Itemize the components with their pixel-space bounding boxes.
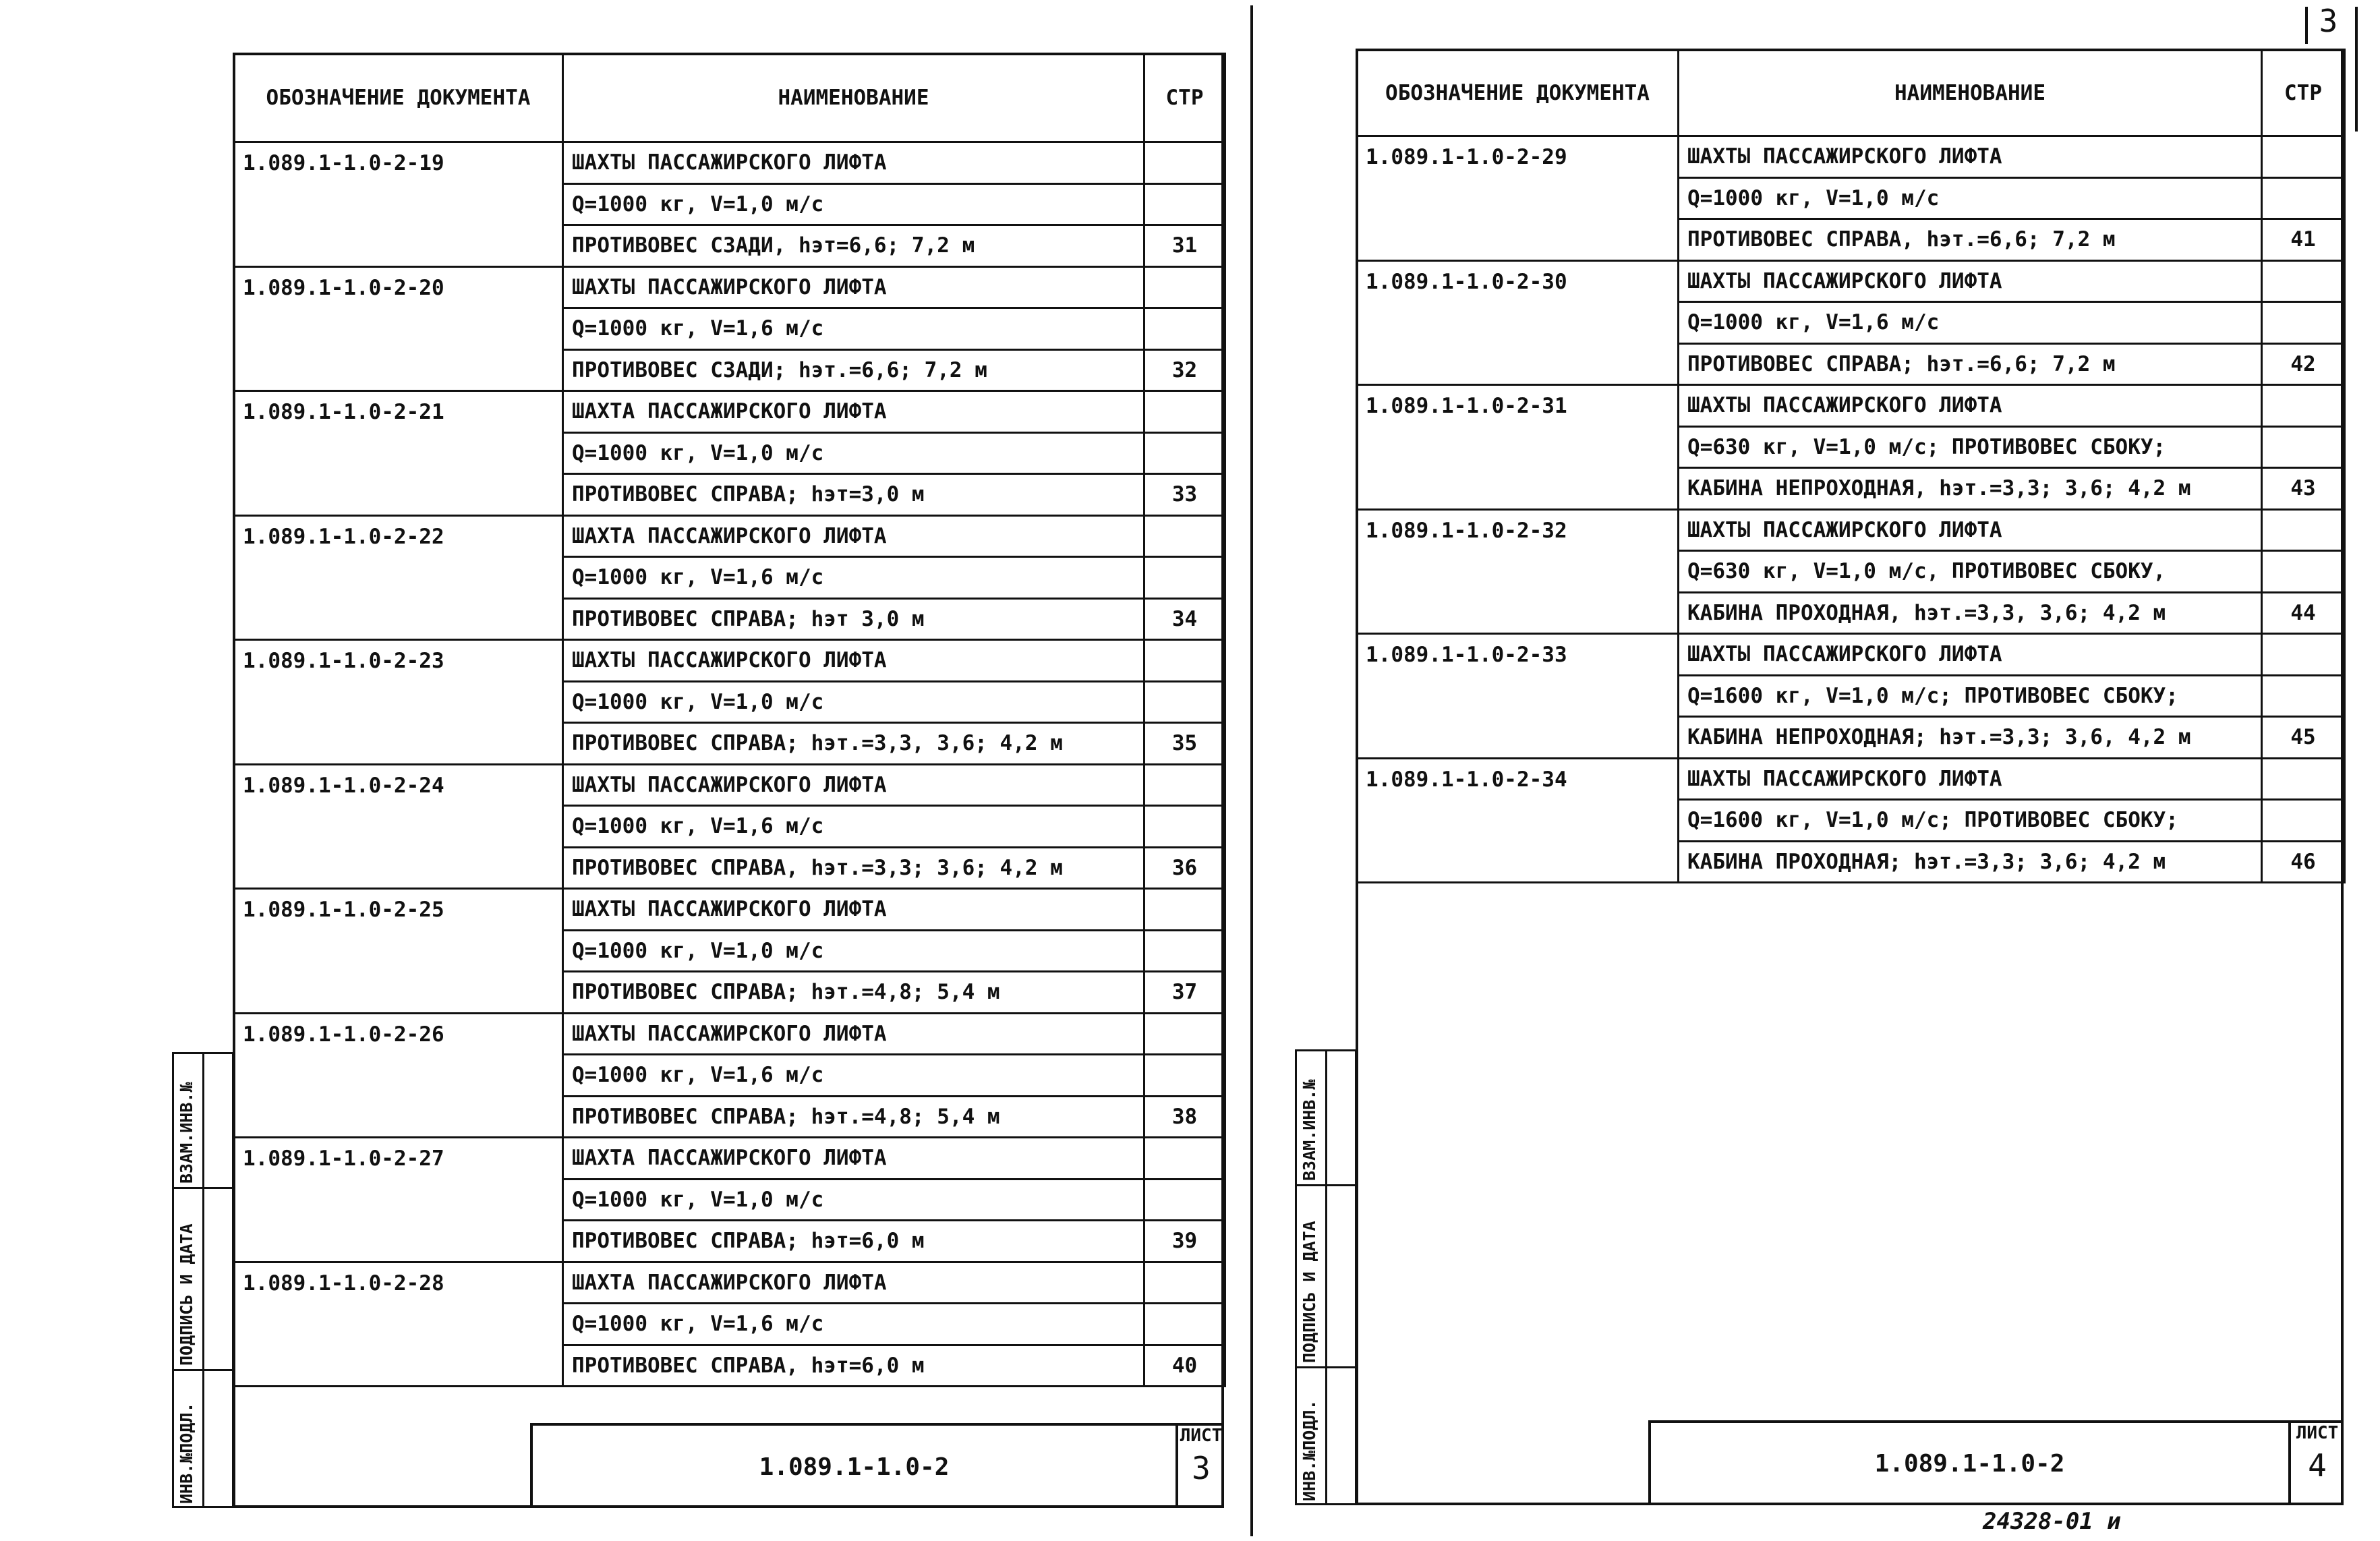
bottom-archive-note: 24328-01 и bbox=[1983, 1508, 2121, 1535]
page-number-empty bbox=[2262, 177, 2345, 219]
document-code-empty bbox=[234, 1345, 563, 1387]
document-name-line: Q=1000 кг, V=1,6 м/с bbox=[563, 806, 1144, 848]
document-code-empty bbox=[234, 349, 563, 391]
left-vzam-inv-label: ВЗАМ.ИНВ.№ bbox=[177, 1082, 196, 1184]
document-code: 1.089.1-1.0-2-29 bbox=[1357, 136, 1679, 178]
document-code: 1.089.1-1.0-2-22 bbox=[234, 515, 563, 557]
document-code: 1.089.1-1.0-2-31 bbox=[1357, 385, 1679, 427]
left-side-col-divider bbox=[202, 1052, 204, 1508]
document-code: 1.089.1-1.0-2-30 bbox=[1357, 260, 1679, 302]
document-code-empty bbox=[1357, 592, 1679, 634]
document-code-empty bbox=[234, 308, 563, 350]
corner-mark-left bbox=[2305, 7, 2308, 44]
table-row bbox=[1357, 509, 2345, 551]
right-side-row-divider-2 bbox=[1295, 1366, 1357, 1368]
document-name-line: ШАХТА ПАССАЖИРСКОГО ЛИФТА bbox=[563, 391, 1144, 433]
table-row bbox=[234, 847, 1225, 889]
page-number-empty bbox=[1144, 681, 1225, 723]
document-code-empty bbox=[234, 225, 563, 267]
table-row bbox=[234, 681, 1225, 723]
document-name-line: Q=1600 кг, V=1,0 м/с; ПРОТИВОВЕС СБОКУ; bbox=[1679, 675, 2262, 717]
table-row bbox=[1357, 302, 2345, 344]
document-name-line: ШАХТЫ ПАССАЖИРСКОГО ЛИФТА bbox=[563, 764, 1144, 806]
table-row bbox=[234, 598, 1225, 640]
document-code-empty bbox=[1357, 343, 1679, 385]
document-code-empty bbox=[234, 1179, 563, 1221]
document-code-empty bbox=[234, 847, 563, 889]
right-sign-date-label: ПОДПИСЬ И ДАТА bbox=[1300, 1221, 1319, 1363]
document-name-line: Q=1000 кг, V=1,6 м/с bbox=[563, 1055, 1144, 1097]
page-number-empty bbox=[2262, 260, 2345, 302]
table-row bbox=[1357, 343, 2345, 385]
left-contents-table bbox=[233, 53, 1226, 1387]
document-name-line: Q=1600 кг, V=1,0 м/с; ПРОТИВОВЕС СБОКУ; bbox=[1679, 800, 2262, 842]
header-name: НАИМЕНОВАНИЕ bbox=[1679, 50, 2262, 136]
table-row bbox=[234, 889, 1225, 931]
table-row bbox=[1357, 592, 2345, 634]
right-vzam-inv-label: ВЗАМ.ИНВ.№ bbox=[1300, 1079, 1319, 1181]
page-number-empty bbox=[1144, 308, 1225, 350]
document-code-empty bbox=[234, 972, 563, 1014]
table-row bbox=[1357, 717, 2345, 759]
document-code: 1.089.1-1.0-2-20 bbox=[234, 266, 563, 308]
document-name-line: ПРОТИВОВЕС СПРАВА; hэт.=3,3, 3,6; 4,2 м bbox=[563, 723, 1144, 765]
table-row bbox=[1357, 551, 2345, 593]
document-code: 1.089.1-1.0-2-26 bbox=[234, 1013, 563, 1055]
table-row bbox=[1357, 634, 2345, 676]
corner-mark-right bbox=[2355, 7, 2358, 132]
document-name-line: ПРОТИВОВЕС СПРАВА, hэт.=3,3; 3,6; 4,2 м bbox=[563, 847, 1144, 889]
right-sheet-label: ЛИСТ bbox=[2296, 1423, 2339, 1443]
document-code-empty bbox=[1357, 841, 1679, 883]
document-name-line: Q=1000 кг, V=1,6 м/с bbox=[563, 308, 1144, 350]
header-designation: ОБОЗНАЧЕНИЕ ДОКУМЕНТА bbox=[234, 54, 563, 142]
table-row bbox=[234, 1055, 1225, 1097]
header-page: СТР bbox=[2262, 50, 2345, 136]
table-row bbox=[234, 266, 1225, 308]
document-code: 1.089.1-1.0-2-23 bbox=[234, 640, 563, 682]
page-number: 31 bbox=[1144, 225, 1225, 267]
document-code-empty bbox=[234, 557, 563, 599]
page-number-empty bbox=[1144, 515, 1225, 557]
table-row bbox=[234, 1262, 1225, 1304]
document-name-line: Q=630 кг, V=1,0 м/с, ПРОТИВОВЕС СБОКУ, bbox=[1679, 551, 2262, 593]
document-name-line: ШАХТА ПАССАЖИРСКОГО ЛИФТА bbox=[563, 1138, 1144, 1180]
table-row bbox=[1357, 136, 2345, 178]
page-number: 41 bbox=[2262, 219, 2345, 261]
table-row bbox=[1357, 468, 2345, 510]
table-row bbox=[1357, 385, 2345, 427]
page-number-empty bbox=[2262, 675, 2345, 717]
table-row bbox=[234, 1221, 1225, 1262]
page-number: 44 bbox=[2262, 592, 2345, 634]
document-name-line: ШАХТЫ ПАССАЖИРСКОГО ЛИФТА bbox=[563, 1013, 1144, 1055]
document-name-line: ПРОТИВОВЕС СПРАВА; hэт.=6,6; 7,2 м bbox=[1679, 343, 2262, 385]
document-code-empty bbox=[234, 1096, 563, 1138]
document-code-empty bbox=[234, 432, 563, 474]
table-row bbox=[234, 183, 1225, 225]
document-code-empty bbox=[234, 723, 563, 765]
document-code-empty bbox=[1357, 800, 1679, 842]
left-inv-podl-label: ИНВ.№ПОДЛ. bbox=[177, 1402, 196, 1504]
page-number: 32 bbox=[1144, 349, 1225, 391]
document-code: 1.089.1-1.0-2-28 bbox=[234, 1262, 563, 1304]
left-stamp-code: 1.089.1-1.0-2 bbox=[759, 1453, 950, 1481]
document-code-empty bbox=[234, 1304, 563, 1345]
document-code-empty bbox=[234, 183, 563, 225]
left-sign-date-label: ПОДПИСЬ И ДАТА bbox=[177, 1223, 196, 1366]
table-row bbox=[234, 1013, 1225, 1055]
document-name-line: Q=1000 кг, V=1,0 м/с bbox=[563, 183, 1144, 225]
table-row bbox=[234, 640, 1225, 682]
document-code: 1.089.1-1.0-2-19 bbox=[234, 142, 563, 184]
document-name-line: КАБИНА НЕПРОХОДНАЯ, hэт.=3,3; 3,6; 4,2 м bbox=[1679, 468, 2262, 510]
document-code: 1.089.1-1.0-2-33 bbox=[1357, 634, 1679, 676]
right-stamp-code: 1.089.1-1.0-2 bbox=[1874, 1450, 2065, 1478]
table-row bbox=[234, 225, 1225, 267]
page-number-empty bbox=[1144, 557, 1225, 599]
table-row bbox=[234, 515, 1225, 557]
document-code-empty bbox=[1357, 468, 1679, 510]
document-code-empty bbox=[234, 474, 563, 516]
document-code: 1.089.1-1.0-2-34 bbox=[1357, 758, 1679, 800]
right-stamp-top-line bbox=[1650, 1420, 2344, 1423]
header-designation: ОБОЗНАЧЕНИЕ ДОКУМЕНТА bbox=[1357, 50, 1679, 136]
page-number-empty bbox=[1144, 1013, 1225, 1055]
page-number: 35 bbox=[1144, 723, 1225, 765]
document-code-empty bbox=[1357, 177, 1679, 219]
document-code: 1.089.1-1.0-2-21 bbox=[234, 391, 563, 433]
document-name-line: ШАХТЫ ПАССАЖИРСКОГО ЛИФТА bbox=[1679, 385, 2262, 427]
table-row bbox=[234, 1096, 1225, 1138]
table-row bbox=[1357, 219, 2345, 261]
document-code-empty bbox=[1357, 302, 1679, 344]
page-number-empty bbox=[1144, 806, 1225, 848]
table-row bbox=[234, 764, 1225, 806]
document-name-line: ШАХТЫ ПАССАЖИРСКОГО ЛИФТА bbox=[563, 889, 1144, 931]
fold-line bbox=[1250, 5, 1253, 1536]
document-code-empty bbox=[1357, 675, 1679, 717]
document-name-line: ПРОТИВОВЕС СПРАВА; hэт=3,0 м bbox=[563, 474, 1144, 516]
document-name-line: ШАХТЫ ПАССАЖИРСКОГО ЛИФТА bbox=[563, 266, 1144, 308]
document-name-line: Q=1000 кг, V=1,6 м/с bbox=[563, 1304, 1144, 1345]
header-page: СТР bbox=[1144, 54, 1225, 142]
document-name-line: ШАХТЫ ПАССАЖИРСКОГО ЛИФТА bbox=[1679, 260, 2262, 302]
left-side-row-divider-2 bbox=[172, 1369, 234, 1371]
page-number-empty bbox=[1144, 266, 1225, 308]
document-name-line: ШАХТА ПАССАЖИРСКОГО ЛИФТА bbox=[563, 1262, 1144, 1304]
document-name-line: КАБИНА ПРОХОДНАЯ; hэт.=3,3; 3,6; 4,2 м bbox=[1679, 841, 2262, 883]
page-number-empty bbox=[1144, 1304, 1225, 1345]
page-number: 38 bbox=[1144, 1096, 1225, 1138]
table-row bbox=[234, 557, 1225, 599]
corner-page-number: 3 bbox=[2319, 3, 2338, 39]
left-side-row-divider-1 bbox=[172, 1187, 234, 1189]
page-number-empty bbox=[1144, 1179, 1225, 1221]
page-number-empty bbox=[2262, 634, 2345, 676]
table-row bbox=[234, 972, 1225, 1014]
page-number-empty bbox=[1144, 1055, 1225, 1097]
page-number-empty bbox=[2262, 509, 2345, 551]
table-row bbox=[234, 391, 1225, 433]
document-code: 1.089.1-1.0-2-27 bbox=[234, 1138, 563, 1180]
document-code-empty bbox=[1357, 717, 1679, 759]
right-inv-podl-label: ИНВ.№ПОДЛ. bbox=[1300, 1399, 1319, 1501]
table-row bbox=[234, 474, 1225, 516]
document-code-empty bbox=[234, 1221, 563, 1262]
right-side-col-divider bbox=[1325, 1049, 1327, 1505]
left-sheet-number: 3 bbox=[1192, 1450, 1211, 1486]
page-number-empty bbox=[2262, 758, 2345, 800]
table-row bbox=[1357, 841, 2345, 883]
document-code-empty bbox=[234, 598, 563, 640]
table-row bbox=[234, 1138, 1225, 1180]
page-number: 34 bbox=[1144, 598, 1225, 640]
document-name-line: Q=1000 кг, V=1,0 м/с bbox=[563, 930, 1144, 972]
header-name: НАИМЕНОВАНИЕ bbox=[563, 54, 1144, 142]
table-row bbox=[1357, 800, 2345, 842]
document-name-line: ШАХТЫ ПАССАЖИРСКОГО ЛИФТА bbox=[563, 142, 1144, 184]
page-number: 36 bbox=[1144, 847, 1225, 889]
table-row bbox=[234, 930, 1225, 972]
document-name-line: ПРОТИВОВЕС СПРАВА; hэт=6,0 м bbox=[563, 1221, 1144, 1262]
document-name-line: ПРОТИВОВЕС СПРАВА; hэт 3,0 м bbox=[563, 598, 1144, 640]
right-sheet-number: 4 bbox=[2308, 1447, 2327, 1484]
left-sheet-label: ЛИСТ bbox=[1180, 1426, 1223, 1446]
page-number-empty bbox=[2262, 551, 2345, 593]
document-name-line: ШАХТЫ ПАССАЖИРСКОГО ЛИФТА bbox=[1679, 509, 2262, 551]
page-number-empty bbox=[2262, 800, 2345, 842]
table-row bbox=[234, 1179, 1225, 1221]
document-name-line: ШАХТЫ ПАССАЖИРСКОГО ЛИФТА bbox=[1679, 634, 2262, 676]
document-code: 1.089.1-1.0-2-32 bbox=[1357, 509, 1679, 551]
page-number: 37 bbox=[1144, 972, 1225, 1014]
document-code-empty bbox=[1357, 551, 1679, 593]
table-row bbox=[1357, 260, 2345, 302]
page-number: 40 bbox=[1144, 1345, 1225, 1387]
document-name-line: ШАХТЫ ПАССАЖИРСКОГО ЛИФТА bbox=[563, 640, 1144, 682]
document-code: 1.089.1-1.0-2-24 bbox=[234, 764, 563, 806]
page-number: 46 bbox=[2262, 841, 2345, 883]
page-number-empty bbox=[2262, 302, 2345, 344]
left-stamp-top-line bbox=[531, 1423, 1224, 1426]
table-row bbox=[234, 349, 1225, 391]
table-row bbox=[234, 1304, 1225, 1345]
table-row bbox=[1357, 426, 2345, 468]
page-number: 45 bbox=[2262, 717, 2345, 759]
document-code-empty bbox=[234, 1055, 563, 1097]
table-row bbox=[1357, 758, 2345, 800]
page-number: 43 bbox=[2262, 468, 2345, 510]
document-name-line: ШАХТЫ ПАССАЖИРСКОГО ЛИФТА bbox=[1679, 758, 2262, 800]
page-number-empty bbox=[2262, 385, 2345, 427]
right-contents-table bbox=[1356, 49, 2346, 883]
document-code-empty bbox=[1357, 426, 1679, 468]
document-name-line: ПРОТИВОВЕС СПРАВА; hэт.=4,8; 5,4 м bbox=[563, 1096, 1144, 1138]
page-number-empty bbox=[1144, 889, 1225, 931]
table-row bbox=[234, 308, 1225, 350]
document-code-empty bbox=[234, 806, 563, 848]
document-code-empty bbox=[1357, 219, 1679, 261]
table-row bbox=[234, 806, 1225, 848]
document-name-line: Q=1000 кг, V=1,0 м/с bbox=[563, 1179, 1144, 1221]
page-number: 39 bbox=[1144, 1221, 1225, 1262]
page-number-empty bbox=[1144, 432, 1225, 474]
document-code-empty bbox=[234, 930, 563, 972]
page-number-empty bbox=[1144, 183, 1225, 225]
page-number-empty bbox=[1144, 391, 1225, 433]
page-number-empty bbox=[1144, 640, 1225, 682]
document-name-line: ШАХТЫ ПАССАЖИРСКОГО ЛИФТА bbox=[1679, 136, 2262, 178]
page-number-empty bbox=[1144, 1138, 1225, 1180]
page-number-empty bbox=[1144, 764, 1225, 806]
document-name-line: КАБИНА НЕПРОХОДНАЯ; hэт.=3,3; 3,6, 4,2 м bbox=[1679, 717, 2262, 759]
table-row bbox=[234, 432, 1225, 474]
document-name-line: ПРОТИВОВЕС СПРАВА; hэт.=4,8; 5,4 м bbox=[563, 972, 1144, 1014]
table-row bbox=[1357, 675, 2345, 717]
document-name-line: Q=630 кг, V=1,0 м/с; ПРОТИВОВЕС СБОКУ; bbox=[1679, 426, 2262, 468]
document-code-empty bbox=[234, 681, 563, 723]
document-name-line: КАБИНА ПРОХОДНАЯ, hэт.=3,3, 3,6; 4,2 м bbox=[1679, 592, 2262, 634]
document-name-line: ПРОТИВОВЕС СЗАДИ, hэт=6,6; 7,2 м bbox=[563, 225, 1144, 267]
page-number-empty bbox=[1144, 142, 1225, 184]
page-number-empty bbox=[1144, 1262, 1225, 1304]
page-number-empty bbox=[2262, 426, 2345, 468]
document-name-line: Q=1000 кг, V=1,0 м/с bbox=[1679, 177, 2262, 219]
document-name-line: ШАХТА ПАССАЖИРСКОГО ЛИФТА bbox=[563, 515, 1144, 557]
table-row bbox=[1357, 177, 2345, 219]
document-code: 1.089.1-1.0-2-25 bbox=[234, 889, 563, 931]
table-row bbox=[234, 142, 1225, 184]
table-row bbox=[234, 1345, 1225, 1387]
document-name-line: ПРОТИВОВЕС СПРАВА, hэт.=6,6; 7,2 м bbox=[1679, 219, 2262, 261]
document-name-line: Q=1000 кг, V=1,6 м/с bbox=[563, 557, 1144, 599]
page-number: 33 bbox=[1144, 474, 1225, 516]
right-side-row-divider-1 bbox=[1295, 1184, 1357, 1186]
document-name-line: Q=1000 кг, V=1,6 м/с bbox=[1679, 302, 2262, 344]
document-name-line: ПРОТИВОВЕС СПРАВА, hэт=6,0 м bbox=[563, 1345, 1144, 1387]
document-name-line: Q=1000 кг, V=1,0 м/с bbox=[563, 681, 1144, 723]
page-number-empty bbox=[2262, 136, 2345, 178]
table-row bbox=[234, 723, 1225, 765]
page-number: 42 bbox=[2262, 343, 2345, 385]
page-number-empty bbox=[1144, 930, 1225, 972]
document-name-line: ПРОТИВОВЕС СЗАДИ; hэт.=6,6; 7,2 м bbox=[563, 349, 1144, 391]
document-name-line: Q=1000 кг, V=1,0 м/с bbox=[563, 432, 1144, 474]
